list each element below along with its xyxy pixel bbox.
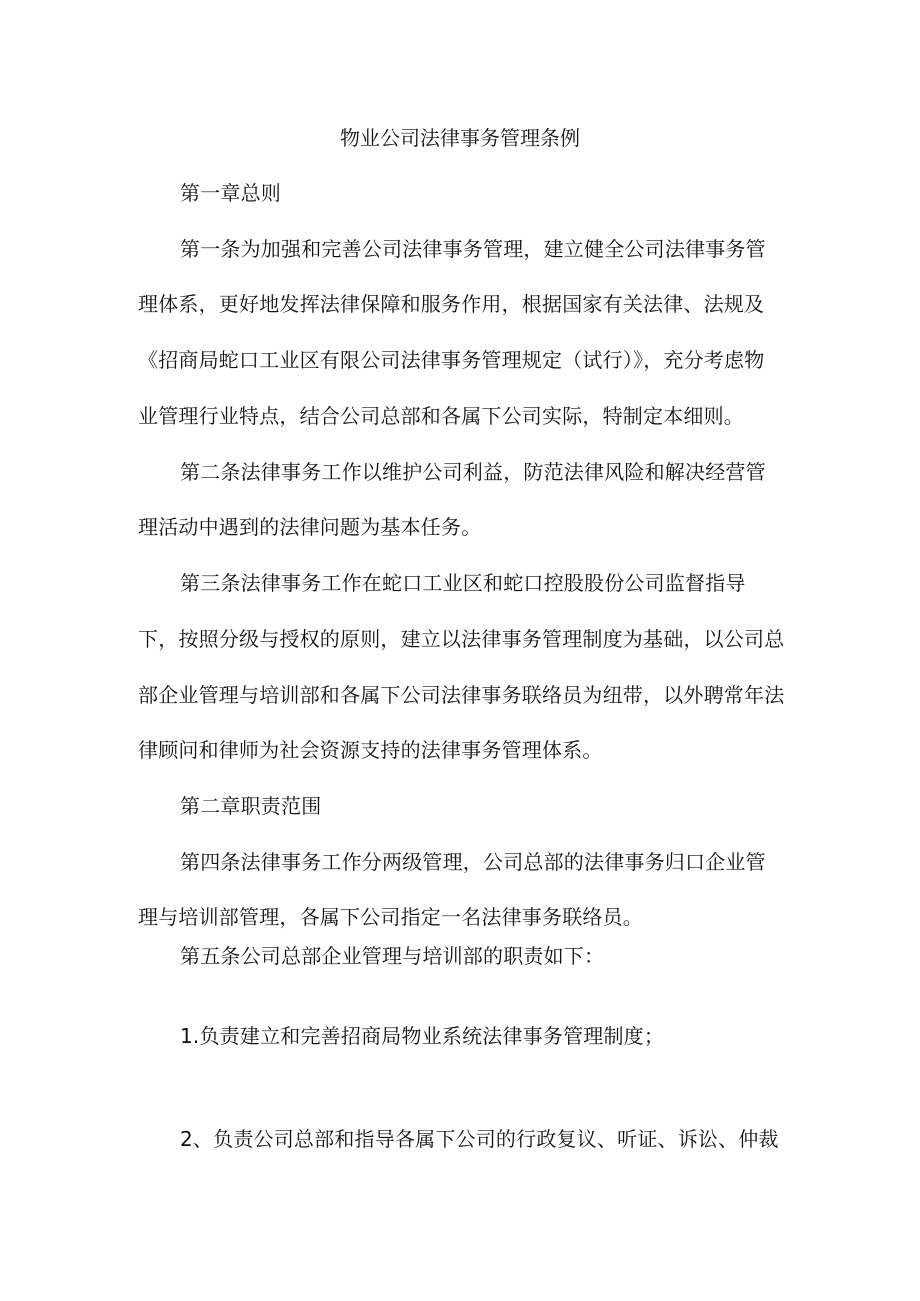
paragraph-line: 部企业管理与培训部和各属下公司法律事务联络员为纽带，以外聘常年法 — [138, 683, 785, 707]
chapter-heading: 第二章职责范围 — [180, 794, 322, 818]
paragraph-line: 业管理行业特点，结合公司总部和各属下公司实际，特制定本细则。 — [138, 404, 744, 428]
paragraph-line: 理与培训部管理，各属下公司指定一名法律事务联络员。 — [138, 905, 643, 929]
paragraph-line: 律顾问和律师为社会资源支持的法律事务管理体系。 — [138, 738, 603, 762]
chapter-heading: 第一章总则 — [180, 181, 281, 205]
list-item: 2、负责公司总部和指导各属下公司的行政复议、听证、诉讼、仲裁 — [180, 1127, 779, 1151]
list-item: 1.负责建立和完善招商局物业系统法律事务管理制度； — [180, 1024, 665, 1048]
paragraph-line: 第二条法律事务工作以维护公司利益，防范法律风险和解决经营管 — [180, 460, 766, 484]
paragraph-line: 下，按照分级与授权的原则，建立以法律事务管理制度为基础，以公司总 — [138, 627, 785, 651]
paragraph-line: 第一条为加强和完善公司法律事务管理，建立健全公司法律事务管 — [180, 237, 766, 261]
paragraph-line: 理活动中遇到的法律问题为基本任务。 — [138, 515, 482, 539]
paragraph-line: 第四条法律事务工作分两级管理，公司总部的法律事务归口企业管 — [180, 850, 766, 874]
paragraph-line: 理体系，更好地发挥法律保障和服务作用，根据国家有关法律、法规及 — [138, 292, 765, 316]
paragraph-line: 第三条法律事务工作在蛇口工业区和蛇口控股股份公司监督指导 — [180, 571, 746, 595]
paragraph-line: 第五条公司总部企业管理与培训部的职责如下： — [180, 944, 605, 968]
document-title: 物业公司法律事务管理条例 — [340, 126, 580, 150]
paragraph-line: 《招商局蛇口工业区有限公司法律事务管理规定（试行）》，充分考虑物 — [138, 348, 765, 372]
